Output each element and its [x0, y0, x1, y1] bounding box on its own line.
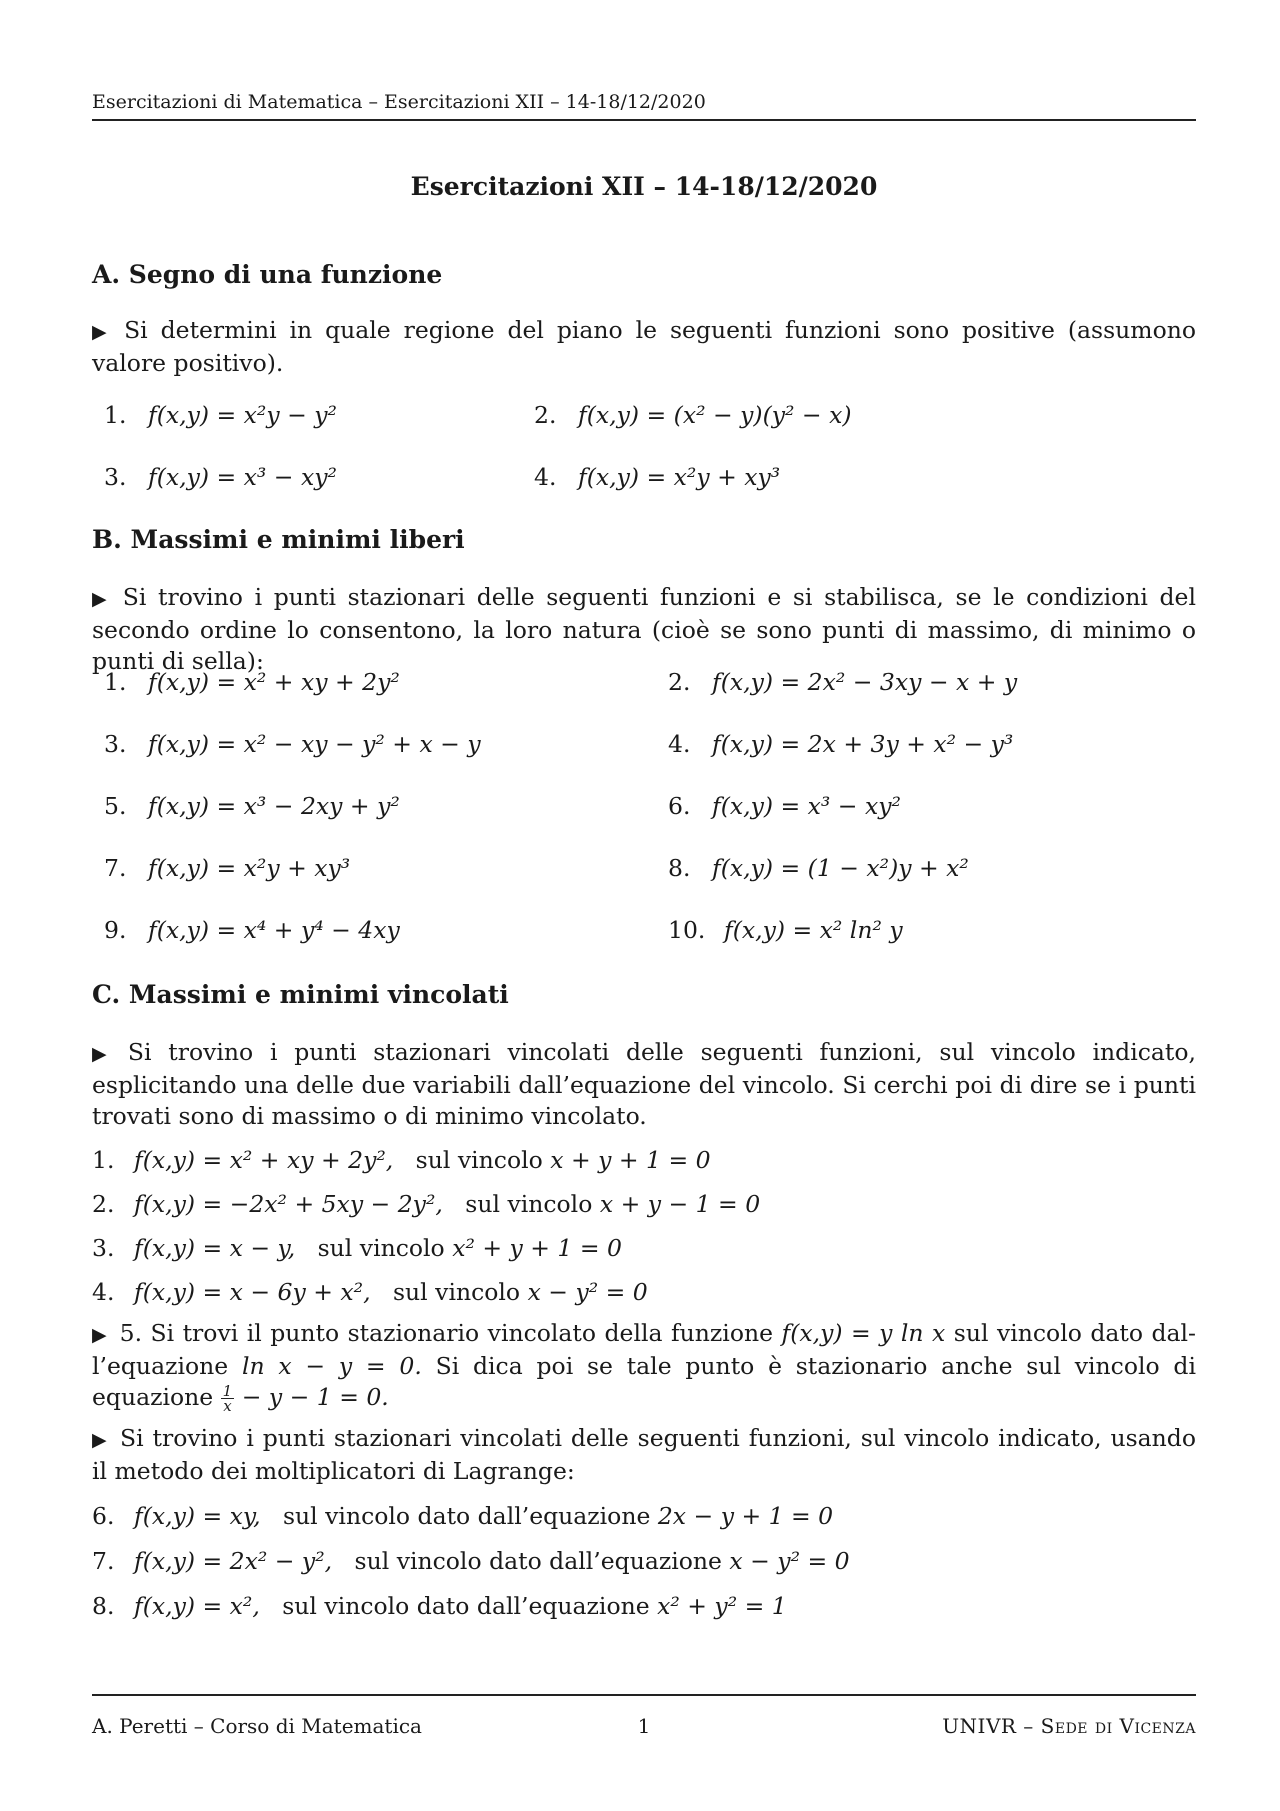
list-item: 1. f(x,y) = x² + xy + 2y², sul vincolo x + y + 1 = 0: [92, 1146, 711, 1174]
list-item: 7. f(x,y) = 2x² − y², sul vincolo dato dall’equazione x − y² = 0: [92, 1547, 850, 1575]
list-item: 7. f(x,y) = x²y + xy³: [104, 854, 351, 882]
list-item: 1. f(x,y) = x²y − y²: [104, 401, 337, 429]
list-item: 3. f(x,y) = x² − xy − y² + x − y: [104, 730, 481, 758]
list-item: 6. f(x,y) = xy, sul vincolo dato dall’equazione 2x − y + 1 = 0: [92, 1502, 834, 1530]
list-item: 3. f(x,y) = x³ − xy²: [104, 463, 337, 491]
list-item: 2. f(x,y) = −2x² + 5xy − 2y², sul vincolo x + y − 1 = 0: [92, 1190, 761, 1218]
triangle-bullet-icon: ▶: [92, 1324, 108, 1346]
list-item: 5. f(x,y) = x³ − 2xy + y²: [104, 792, 400, 820]
section-b-intro: ▶ Si trovino i punti stazionari delle seguenti funzioni e si stabilisca, se le condizioni del secondo ordine lo consentono, la loro natura (cioè se sono punti di massimo, di minimo o punti di sella):: [92, 583, 1196, 675]
document-title: Esercitazioni XII – 14-18/12/2020: [410, 172, 878, 201]
list-item: 3. f(x,y) = x − y, sul vincolo x² + y + 1 = 0: [92, 1234, 622, 1262]
section-c-intro: ▶ Si trovino i punti stazionari vincolati delle seguenti funzioni, sul vincolo indicato, esplicitando una delle due variabili dall’equazione del vincolo. Si cerchi poi di dire se i punti trovati sono di massimo o di minimo vincolato.: [92, 1038, 1196, 1130]
list-item: 2. f(x,y) = 2x² − 3xy − x + y: [668, 668, 1018, 696]
list-item: 6. f(x,y) = x³ − xy²: [668, 792, 901, 820]
list-item: 4. f(x,y) = x − 6y + x², sul vincolo x − y² = 0: [92, 1278, 648, 1306]
list-item: 8. f(x,y) = (1 − x²)y + x²: [668, 854, 969, 882]
running-footer: [92, 1694, 1196, 1738]
list-item: 2. f(x,y) = (x² − y)(y² − x): [534, 401, 852, 429]
list-item: 4. f(x,y) = x²y + xy³: [534, 463, 781, 491]
list-item: 9. f(x,y) = x⁴ + y⁴ − 4xy: [104, 916, 400, 944]
list-item: 8. f(x,y) = x², sul vincolo dato dall’equazione x² + y² = 1: [92, 1592, 787, 1620]
triangle-bullet-icon: ▶: [92, 321, 113, 343]
list-item: 10. f(x,y) = x² ln² y: [668, 916, 903, 944]
footer-author: A. Peretti – Corso di Matematica: [92, 1714, 422, 1738]
list-item: 1. f(x,y) = x² + xy + 2y²: [104, 668, 400, 696]
running-header: Esercitazioni di Matematica – Esercitazioni XII – 14-18/12/2020: [92, 91, 1196, 121]
fraction: $\frac{1}{x}$: [222, 1382, 233, 1415]
section-c-title: C. Massimi e minimi vincolati: [92, 980, 509, 1009]
section-b-title: B. Massimi e minimi liberi: [92, 525, 465, 554]
triangle-bullet-icon: ▶: [92, 588, 111, 610]
footer-institution: UNIVR – Sede di Vicenza: [942, 1714, 1196, 1738]
list-item: 4. f(x,y) = 2x + 3y + x² − y³: [668, 730, 1014, 758]
section-a-intro: ▶ Si determini in quale regione del piano le seguenti funzioni sono positive (assumono valore positivo).: [92, 316, 1196, 377]
section-c-intro-2: ▶ Si trovino i punti stazionari vincolati delle seguenti funzioni, sul vincolo indicato, usando il metodo dei moltiplicatori di Lagrange:: [92, 1424, 1196, 1485]
triangle-bullet-icon: ▶: [92, 1429, 109, 1451]
triangle-bullet-icon: ▶: [92, 1043, 116, 1065]
section-a-title: A. Segno di una funzione: [92, 260, 443, 289]
page-number: 1: [637, 1714, 651, 1738]
section-c-item-5: ▶ 5. Si trovi il punto stazionario vincolato della funzione f(x,y) = y ln x sul vincolo dato dal-l’equazione ln x − y = 0. Si dica poi se tale punto è stazionario anche sul vincolo di equazione $\frac{1}{x}$ − y − 1 = 0.: [92, 1319, 1196, 1415]
